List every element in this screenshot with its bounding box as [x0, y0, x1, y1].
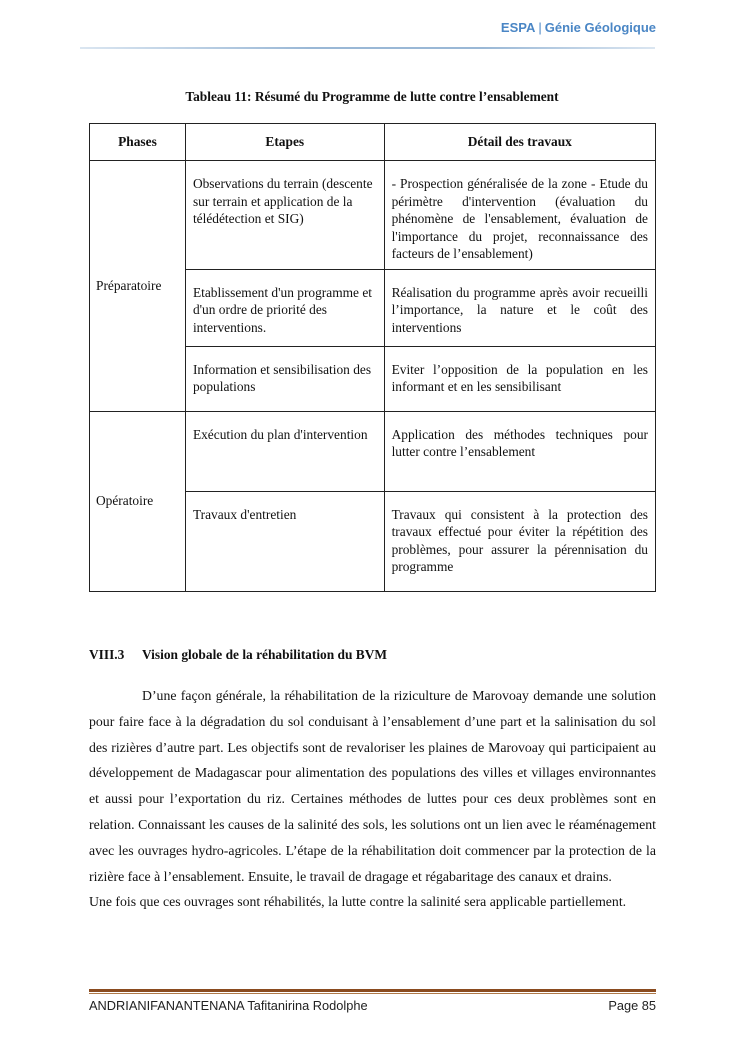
detail-cell: - Prospection généralisée de la zone - Etude du périmètre d'intervention (évaluation du phénomène de l'ensablement, évaluation de l'importance du projet, reconnaissance des facteurs de l’ensablement) — [384, 161, 655, 270]
programme-table — [89, 123, 656, 592]
detail-cell: Application des méthodes techniques pour lutter contre l’ensablement — [384, 411, 655, 491]
footer-rule-thin — [89, 993, 656, 994]
page-footer — [89, 998, 656, 1013]
header-rule — [80, 47, 655, 49]
running-header — [501, 20, 656, 35]
column-header-detail: Détail des travaux — [384, 124, 655, 161]
column-header-etapes: Etapes — [185, 124, 384, 161]
table-caption: Tableau 11: Résumé du Programme de lutte contre l’ensablement — [185, 89, 559, 104]
etape-cell: Exécution du plan d'intervention — [185, 411, 384, 491]
header-org: ESPA — [500, 20, 536, 35]
etape-cell: Information et sensibilisation des populations — [185, 346, 384, 411]
phase-cell: Opératoire — [90, 411, 186, 591]
header-department: Génie Géologique — [544, 20, 656, 35]
detail-cell: Travaux qui consistent à la protection des travaux effectué pour éviter la répétition des problèmes, pour assurer la pérennisation du programme — [384, 491, 655, 591]
section-heading — [89, 647, 387, 663]
table-header-row — [90, 124, 656, 161]
table-row — [90, 411, 656, 491]
detail-cell: Eviter l’opposition de la population en les informant et en les sensibilisant — [384, 346, 655, 411]
paragraph: Une fois que ces ouvrages sont réhabilités, la lutte contre la salinité sera applicable partiellement. — [89, 894, 627, 910]
section-number: VIII.3 — [89, 647, 125, 662]
etape-cell: Etablissement d'un programme et d'un ordre de priorité des interventions. — [185, 269, 384, 346]
etape-cell: Travaux d'entretien — [185, 491, 384, 591]
column-header-phases: Phases — [90, 124, 186, 161]
detail-cell: Réalisation du programme après avoir recueilli l’importance, la nature et le coût des interventions — [384, 269, 655, 346]
footer-author: ANDRIANIFANANTENANA Tafitanirina Rodolphe — [89, 998, 368, 1013]
header-separator: | — [538, 20, 542, 35]
body-text — [89, 683, 656, 915]
phase-cell: Préparatoire — [90, 161, 186, 412]
table-row — [90, 161, 656, 270]
section-title: Vision globale de la réhabilitation du BVM — [142, 647, 388, 662]
etape-cell: Observations du terrain (descente sur terrain et application de la télédétection et SIG) — [185, 161, 384, 270]
page-number: Page 85 — [608, 998, 656, 1013]
footer-rule — [89, 989, 656, 992]
paragraph: D’une façon générale, la réhabilitation de la riziculture de Marovoay demande une solution pour faire face à la dégradation du sol conduisant à l’ensablement d’une part et la salinisation du sol des rizières d’autre part. Les objectifs sont de revaloriser les plaines de Marovoay qui participaient au développement de Madagascar pour alimentation des populations des villes et villages environnantes et aussi pour l’exportation du riz. Certaines méthodes de luttes pour ces deux problèmes sont en relation. Connaissant les causes de la salinité des sols, les solutions ont un lien avec le réaménagement avec les ouvrages hydro-agricoles. L’étape de la réhabilitation doit commencer par la protection de la rizière face à l’ensablement. Ensuite, le travail de dragage et régabaritage des canaux et drains. — [89, 688, 656, 884]
